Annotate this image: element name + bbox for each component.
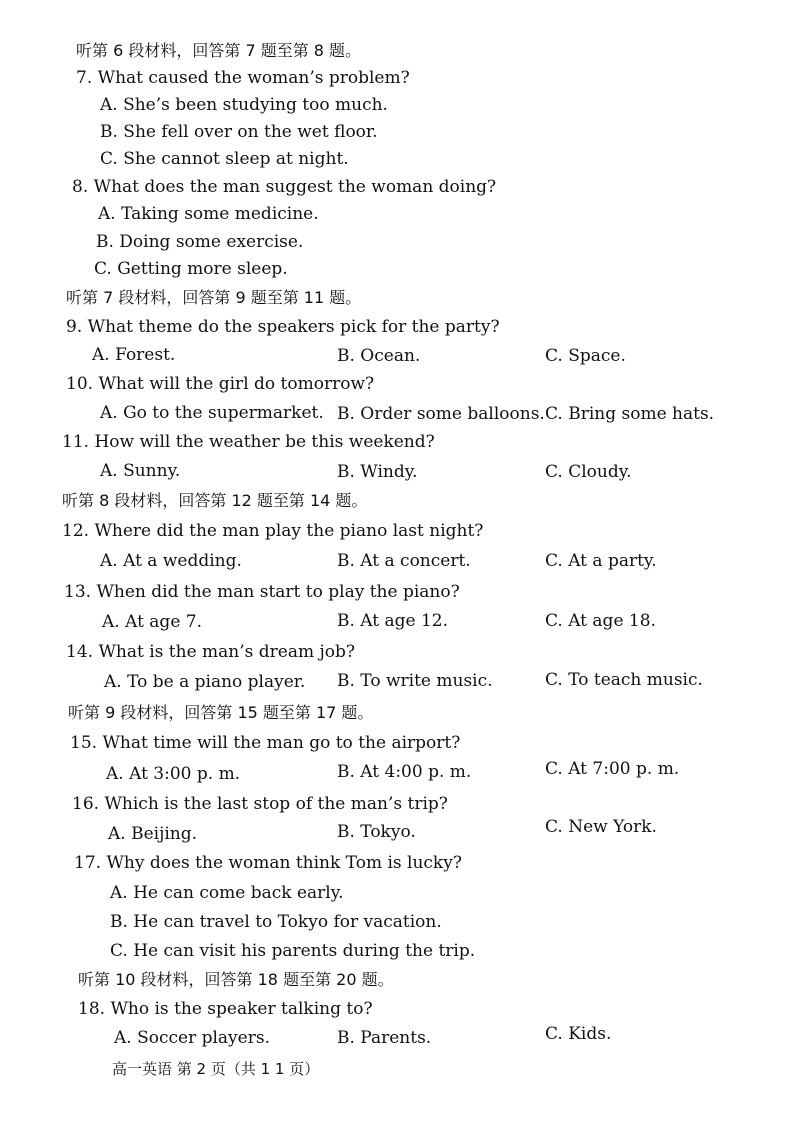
question-9-option-b: B. Ocean. xyxy=(337,346,421,366)
question-7-option-a: A. She’s been studying too much. xyxy=(100,95,388,115)
question-7-option-c: C. She cannot sleep at night. xyxy=(100,149,349,169)
question-14-option-b: B. To write music. xyxy=(337,671,493,691)
question-15-stem: 15. What time will the man go to the airport? xyxy=(70,733,461,753)
section-heading-6: 听第 6 段材料，回答第 7 题至第 8 题。 xyxy=(76,41,362,60)
question-7-stem: 7. What caused the woman’s problem? xyxy=(76,68,410,88)
question-8-stem: 8. What does the man suggest the woman doing? xyxy=(72,177,497,197)
question-10-option-b: B. Order some balloons. xyxy=(337,404,545,424)
question-8-option-c: C. Getting more sleep. xyxy=(94,259,288,279)
question-11-stem: 11. How will the weather be this weekend? xyxy=(62,432,435,452)
question-13-option-c: C. At age 18. xyxy=(545,611,656,631)
question-9-stem: 9. What theme do the speakers pick for the party? xyxy=(66,317,500,337)
question-16-option-c: C. New York. xyxy=(545,817,657,837)
question-14-stem: 14. What is the man’s dream job? xyxy=(66,642,356,662)
question-10-stem: 10. What will the girl do tomorrow? xyxy=(66,374,375,394)
question-16-stem: 16. Which is the last stop of the man’s trip? xyxy=(72,794,448,814)
question-18-option-c: C. Kids. xyxy=(545,1024,612,1044)
question-9-option-c: C. Space. xyxy=(545,346,626,366)
question-8-option-a: A. Taking some medicine. xyxy=(98,204,319,224)
question-10-option-a: A. Go to the supermarket. xyxy=(100,403,324,423)
question-15-option-c: C. At 7:00 p. m. xyxy=(545,759,680,779)
question-13-stem: 13. When did the man start to play the piano? xyxy=(64,582,460,602)
question-18-option-b: B. Parents. xyxy=(337,1028,432,1048)
question-16-option-b: B. Tokyo. xyxy=(337,822,416,842)
question-13-option-a: A. At age 7. xyxy=(102,612,202,632)
question-12-option-b: B. At a concert. xyxy=(337,551,471,571)
page-footer: 高一英语 第 2 页（共 1 1 页） xyxy=(112,1060,320,1078)
question-15-option-b: B. At 4:00 p. m. xyxy=(337,762,472,782)
question-15-option-a: A. At 3:00 p. m. xyxy=(106,764,241,784)
section-heading-9: 听第 9 段材料，回答第 15 题至第 17 题。 xyxy=(68,703,374,722)
question-17-option-b: B. He can travel to Tokyo for vacation. xyxy=(110,912,442,932)
question-11-option-b: B. Windy. xyxy=(337,462,418,482)
question-12-option-c: C. At a party. xyxy=(545,551,657,571)
question-18-stem: 18. Who is the speaker talking to? xyxy=(78,999,373,1019)
question-12-stem: 12. Where did the man play the piano last night? xyxy=(62,521,484,541)
question-17-option-a: A. He can come back early. xyxy=(110,883,344,903)
question-13-option-b: B. At age 12. xyxy=(337,611,449,631)
question-14-option-a: A. To be a piano player. xyxy=(104,672,306,692)
question-10-option-c: C. Bring some hats. xyxy=(545,404,715,424)
section-heading-7: 听第 7 段材料，回答第 9 题至第 11 题。 xyxy=(66,288,362,307)
section-heading-10: 听第 10 段材料，回答第 18 题至第 20 题。 xyxy=(78,970,394,989)
question-18-option-a: A. Soccer players. xyxy=(114,1028,270,1048)
question-16-option-a: A. Beijing. xyxy=(108,824,198,844)
question-11-option-c: C. Cloudy. xyxy=(545,462,632,482)
question-9-option-a: A. Forest. xyxy=(92,345,176,365)
question-7-option-b: B. She fell over on the wet floor. xyxy=(100,122,378,142)
question-11-option-a: A. Sunny. xyxy=(100,461,181,481)
question-12-option-a: A. At a wedding. xyxy=(100,551,242,571)
question-8-option-b: B. Doing some exercise. xyxy=(96,232,304,252)
section-heading-8: 听第 8 段材料，回答第 12 题至第 14 题。 xyxy=(62,491,368,510)
question-17-stem: 17. Why does the woman think Tom is lucky? xyxy=(74,853,462,873)
question-17-option-c: C. He can visit his parents during the trip. xyxy=(110,941,476,961)
question-14-option-c: C. To teach music. xyxy=(545,670,703,690)
